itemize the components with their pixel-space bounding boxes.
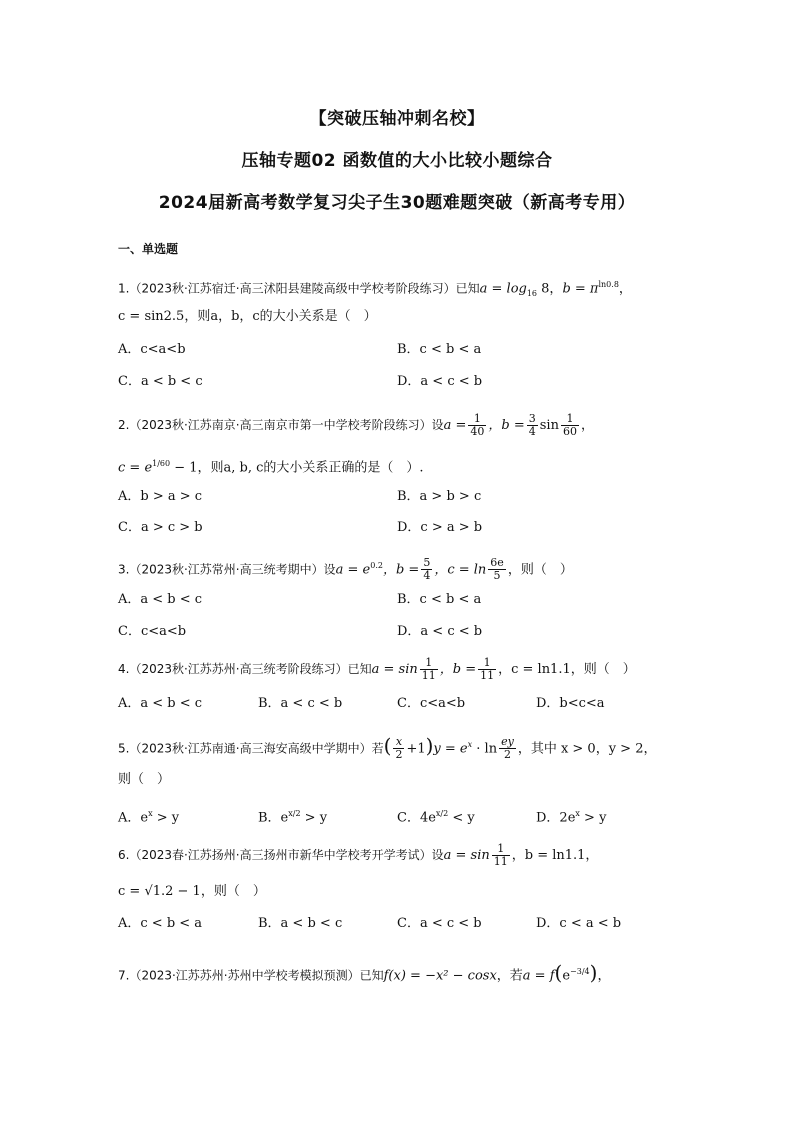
title-banner: 【突破压轴冲刺名校】 (309, 109, 485, 129)
q5-option-b[interactable] (258, 802, 327, 826)
question-3-source: 3.（2023秋·江苏常州·高三统考期中）设 (118, 562, 336, 577)
q4-a-frac (420, 657, 438, 682)
question-7-line-1: 7.（2023·江苏苏州·苏州中学校考模拟预测）已知f(x) = −x² − cosx，若$a = f(e^{-3/4})$， (118, 960, 611, 985)
q5-d-post: > y (579, 810, 607, 826)
q4-b-label: ，b = (439, 662, 477, 677)
q1-b-expr: b = π (562, 281, 599, 297)
q6-tail: ，b = ln1.1， (511, 848, 599, 863)
question-1-line-1 (118, 273, 632, 297)
q1-option-d[interactable]: D．a < c < b (397, 374, 483, 389)
q5-a-base: A．e (118, 810, 149, 826)
q5-lhs-den: 2 (395, 748, 403, 762)
q2-b-num2: 1 (561, 413, 579, 426)
q5-lhs-y: y = e (433, 741, 468, 757)
question-6-source: 6.（2023春·江苏扬州·高三扬州市新华中学校考开学考试）设 (118, 848, 444, 862)
q3-a-exp: 0.2 (370, 561, 383, 570)
q5-d-exp: x (575, 809, 580, 818)
q7-mid: ，若 (496, 968, 523, 984)
question-3-line-1 (118, 551, 573, 581)
q6-a-label: a = sin (443, 848, 490, 863)
q5-option-d[interactable] (536, 802, 606, 826)
q1-log-arg: 8， (537, 281, 563, 297)
q4-option-d[interactable]: D．b<c<a (536, 696, 605, 711)
question-4-source: 4.（2023秋·江苏苏州·高三统考阶段练习）已知 (118, 662, 372, 676)
q1-a-expr: a = log (479, 281, 527, 297)
q2-option-a[interactable]: A．b > a > c (118, 489, 203, 504)
q5-lhs-exp: x (467, 740, 473, 749)
q5-b-post: > y (300, 810, 328, 826)
q5-c-post: < y (448, 810, 475, 826)
q5-r-frac (499, 736, 516, 761)
q5-lhs-num: x (393, 736, 404, 749)
q3-b-num: 5 (423, 556, 431, 570)
q7-a-label: a = f (522, 968, 555, 984)
q6-a-num: 1 (492, 843, 510, 856)
question-5-source: 5.（2023秋·江苏南通·高三海安高级中学期中）若 (118, 741, 384, 756)
q4-option-c[interactable]: C．c<a<b (397, 696, 466, 711)
q2-c-post: − 1，则a, b, c的大小关系正确的是（ ）. (170, 460, 424, 476)
q5-option-a[interactable] (118, 802, 179, 826)
q1-option-a[interactable]: A．c<a<b (118, 342, 186, 357)
q2-b-num: 3 (528, 412, 536, 425)
q5-lhs-plus: +1 (406, 741, 426, 757)
question-2-source: 2.（2023秋·江苏南京·高三南京市第一中学校考阶段练习）设 (118, 418, 444, 432)
question-2-line-2 (118, 452, 424, 476)
q5-r-den: 2 (503, 748, 511, 762)
q4-b-den: 11 (480, 669, 495, 682)
q3-tail: ，则（ ） (507, 562, 573, 578)
q3-b-den: 4 (423, 569, 431, 583)
q5-a-exp: x (148, 809, 153, 818)
section-heading: 一、单选题 (118, 242, 179, 256)
q2-b-sin: sin (539, 418, 559, 433)
q2-a-label: a = (443, 418, 467, 433)
q6-option-c[interactable]: C．a < c < b (397, 916, 482, 931)
q2-b-den: 4 (528, 425, 536, 438)
q3-c-label: ，c = ln (434, 562, 487, 578)
q2-c-exp: 1/60 (152, 459, 171, 468)
q5-b-exp: x/2 (288, 809, 301, 818)
q2-option-c[interactable]: C．a > c > b (118, 520, 203, 535)
q5-c-base: C．4e (397, 810, 436, 826)
q6-a-frac (492, 843, 510, 868)
q6-a-den: 11 (493, 855, 508, 868)
q3-b-frac (421, 557, 432, 582)
q3-c-frac (488, 557, 506, 582)
q3-c-num: 6e (490, 556, 504, 570)
q4-a-num: 1 (420, 657, 438, 670)
q2-option-d[interactable]: D．c > a > b (397, 520, 483, 535)
q1-option-c[interactable]: C．a < b < c (118, 374, 203, 389)
question-7-source: 7.（2023·江苏苏州·苏州中学校考模拟预测）已知 (118, 968, 384, 983)
q3-option-d[interactable]: D．a < c < b (397, 624, 483, 639)
q3-option-a[interactable]: A．a < b < c (118, 592, 203, 607)
q4-option-a[interactable]: A．a < b < c (118, 696, 203, 711)
q5-d-base: D．2e (536, 810, 576, 826)
q2-b-den2: 60 (562, 425, 577, 438)
q7-a-base: e (562, 968, 571, 984)
q2-c-label: c = e (118, 460, 153, 476)
title-series: 2024届新高考数学复习尖子生30题难题突破（新高考专用） (158, 193, 636, 213)
question-1-source: 1.（2023秋·江苏宿迁·高三沭阳县建陵高级中学校考阶段练习）已知 (118, 281, 480, 296)
question-2-line-1 (118, 410, 594, 440)
q6-option-a[interactable]: A．c < b < a (118, 916, 203, 931)
q7-tail: ， (597, 968, 611, 984)
q6-option-d[interactable]: D．c < a < b (536, 916, 622, 931)
q1-log-base: 16 (526, 288, 538, 298)
q4-tail: ，c = ln1.1，则（ ） (498, 662, 636, 677)
q2-a-den: 40 (470, 425, 485, 438)
q4-option-b[interactable]: B．a < c < b (258, 696, 343, 711)
question-5-line-1: 5.（2023秋·江苏南通·高三海安高级中学期中）若( $\frac{x}{2}$ $+1)y = e^x \cdot \ln$ $\frac{ey}{2}$ ，其中 x > 0，y > 2， (118, 733, 657, 762)
q5-r-num: ey (501, 735, 514, 749)
q2-tail: ， (580, 418, 594, 433)
question-6-line-1 (118, 840, 598, 870)
question-1-line-2: c = sin2.5，则a，b，c的大小关系是（ ） (118, 309, 377, 324)
title-topic: 压轴专题02 函数值的大小比较小题综合 (241, 151, 553, 171)
q6-option-b[interactable]: B．a < b < c (258, 916, 343, 931)
q5-c-exp: x/2 (435, 809, 449, 818)
q2-option-b[interactable]: B．a > b > c (397, 489, 482, 504)
q1-b-exp: ln0.8 (598, 280, 619, 289)
q3-c-den: 5 (493, 569, 501, 583)
q4-a-label: a = sin (371, 662, 418, 677)
q2-b-label: ，b = (488, 418, 525, 433)
q5-ln: · ln (472, 741, 498, 757)
q3-b-label: ，b = (382, 562, 420, 578)
q3-option-c[interactable]: C．c<a<b (118, 624, 187, 639)
q1-tail: ， (618, 281, 632, 297)
q5-b-base: B．e (258, 810, 289, 826)
q2-b-frac2 (561, 413, 579, 438)
q3-a-label: a = e (335, 562, 371, 578)
question-4-line-1 (118, 654, 636, 684)
q2-a-num: 1 (468, 413, 486, 426)
q5-lhs-frac (393, 736, 404, 761)
q5-option-c[interactable] (397, 802, 475, 826)
q5-tail: ，其中 x > 0，y > 2， (517, 741, 657, 757)
q3-option-b[interactable]: B．c < b < a (397, 592, 482, 607)
q5-a-post: > y (152, 810, 180, 826)
q4-b-num: 1 (478, 657, 496, 670)
q2-b-frac (527, 413, 538, 438)
q7-a-exp: −3/4 (570, 967, 590, 976)
q2-a-frac (468, 413, 486, 438)
q1-option-b[interactable]: B．c < b < a (397, 342, 482, 357)
question-6-line-2: c = √1.2 − 1，则（ ） (118, 884, 266, 899)
q4-b-frac (478, 657, 496, 682)
q7-function: f(x) = −x² − cosx (383, 968, 497, 984)
question-5-line-2: 则（ ） (118, 772, 171, 787)
q4-a-den: 11 (421, 669, 436, 682)
